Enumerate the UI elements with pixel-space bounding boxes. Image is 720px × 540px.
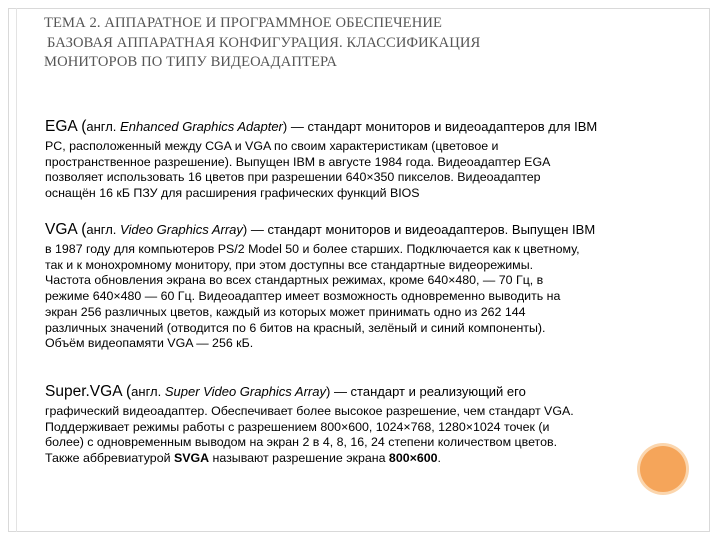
svga-lead (45, 384, 675, 400)
vga-lead (45, 222, 675, 238)
ega-term: EGA (45, 118, 77, 135)
svga-line: Поддерживает режимы работы с разрешением 800×600, 1024×768, 1280×1024 точек (и (45, 419, 550, 434)
svga-section (45, 384, 675, 467)
svga-paren: ( (121, 383, 132, 400)
svga-lang: англ. (131, 384, 165, 399)
ega-line: PC, расположенный между CGA и VGA по своим характеристикам (цветовое и (45, 139, 499, 153)
ega-full-name: Enhanced Graphics Adapter (120, 119, 283, 134)
vga-body (45, 242, 675, 352)
svga-full-name: Super Video Graphics Array (164, 384, 326, 399)
vga-line: Частота обновления экрана во всех стандартных режимах, кроме 640×480, — 70 Гц, в (45, 273, 544, 288)
title-line-1: ТЕМА 2. АППАРАТНОЕ И ПРОГРАММНОЕ ОБЕСПЕЧЕНИЕ (44, 15, 442, 31)
title-line-2: БАЗОВАЯ АППАРАТНАЯ КОНФИГУРАЦИЯ. КЛАССИФИКАЦИЯ (47, 34, 481, 51)
vga-full-name: Video Graphics Array (120, 222, 243, 237)
vga-line: так и к монохромному монитору, при этом доступны все стандартные видеорежимы. (45, 257, 534, 272)
svga-term: Super.VGA (45, 383, 122, 400)
ega-lang: англ. (86, 119, 121, 134)
decorative-orange-circle (640, 446, 686, 492)
ega-paren: ( (76, 118, 87, 135)
slide-left-rule (16, 8, 17, 532)
ega-lead-rest: ) — стандарт мониторов и видеоадаптеров для IBM (282, 119, 598, 134)
vga-term: VGA (45, 221, 77, 238)
svga-last-end: . (437, 451, 441, 466)
svga-line: более) с одновременным выводом на экран 2 в 4, 8, 16, 24 степени количеством цветов. (45, 435, 558, 450)
ega-section (45, 119, 675, 202)
vga-line: режиме 640×480 — 60 Гц. Видеоадаптер имеет возможность одновременно выводить на (45, 289, 561, 304)
vga-line: экран 256 различных цветов, каждый из которых может принимать одно из 262 144 (45, 304, 526, 319)
vga-line: в 1987 году для компьютеров PS/2 Model 50 и более старших. Подключается как к цветному, (45, 242, 580, 256)
vga-section (45, 222, 675, 352)
svga-last-line (45, 451, 675, 467)
ega-line: пространственное разрешение). Выпущен IBM в августе 1984 года. Видеоадаптер EGA (45, 154, 551, 169)
svga-last-prefix: Также аббревиатурой (45, 451, 174, 466)
svga-body (45, 404, 675, 467)
ega-body (45, 139, 675, 202)
svga-resolution: 800×600 (388, 451, 438, 466)
ega-lead (45, 119, 675, 135)
vga-line: различных значений (отводится по 6 битов на красный, зелёный и синий компоненты). (45, 320, 546, 335)
ega-line: позволяет использовать 16 цветов при разрешении 640×350 пикселов. Видеоадаптер (45, 170, 541, 185)
svga-lead-rest: ) — стандарт и реализующий его (326, 384, 526, 399)
svga-line: графический видеоадаптер. Обеспечивает более высокое разрешение, чем стандарт VGA. (45, 404, 574, 418)
vga-paren: ( (76, 221, 87, 238)
svga-last-mid: называют разрешение экрана (209, 451, 389, 466)
vga-lead-rest: ) — стандарт мониторов и видеоадаптеров. Выпущен IBM (242, 222, 596, 237)
vga-lang: англ. (86, 222, 121, 237)
title-line-3: МОНИТОРОВ ПО ТИПУ ВИДЕОАДАПТЕРА (44, 54, 338, 70)
slide-title (44, 14, 664, 73)
ega-line: оснащён 16 кБ ПЗУ для расширения графических функций BIOS (45, 186, 420, 201)
vga-line: Объём видеопамяти VGA — 256 кБ. (45, 336, 254, 351)
svga-abbr: SVGA (173, 451, 210, 466)
